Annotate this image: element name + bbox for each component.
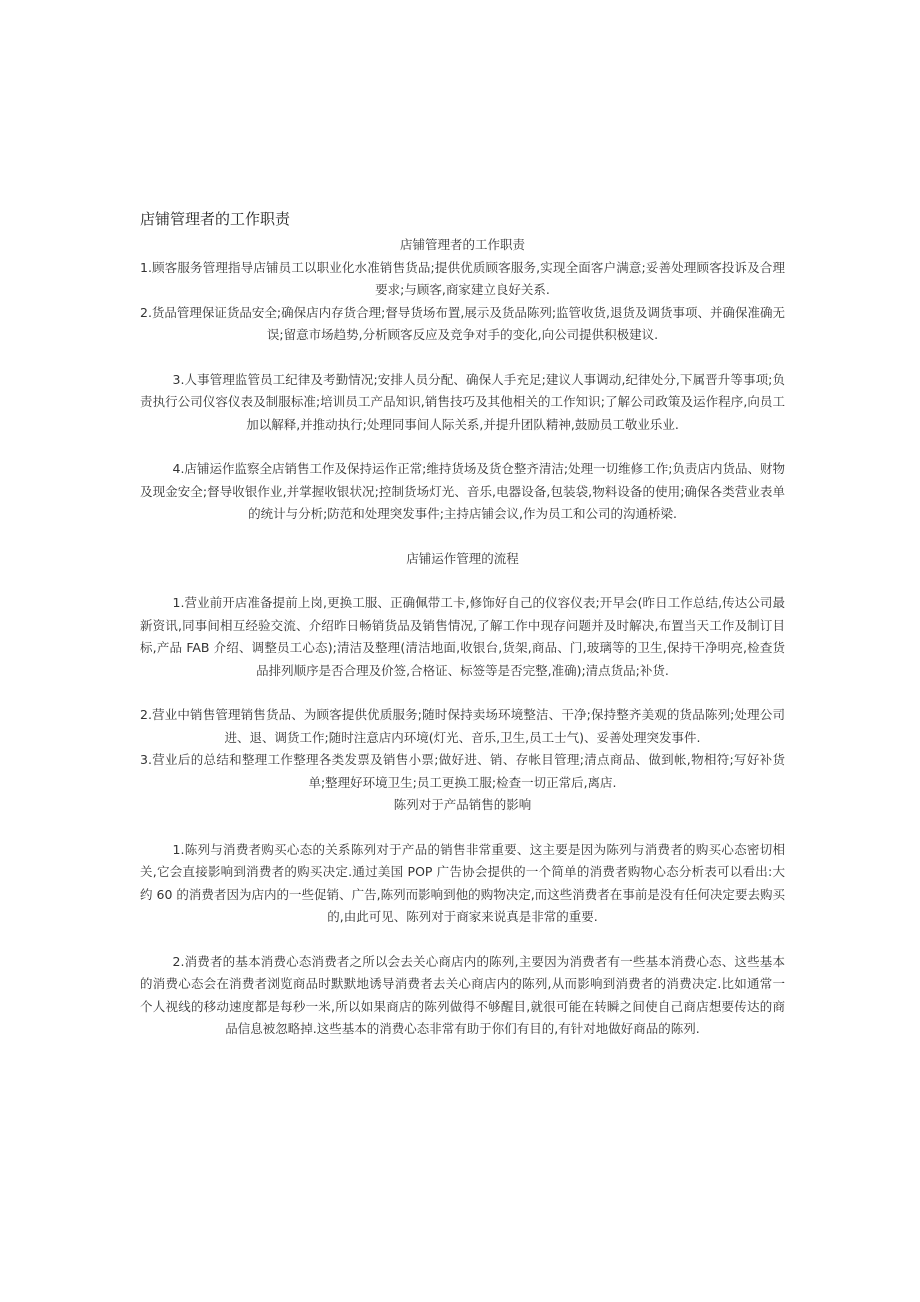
- section-heading-display-impact: 陈列对于产品销售的影响: [393, 797, 532, 812]
- document-title: 店铺管理者的工作职责: [140, 210, 291, 228]
- spacer: [140, 526, 785, 548]
- paragraph-basic-consumer-mindset: 2.消费者的基本消费心态消费者之所以会去关心商店内的陈列,主要因为消费者有一些基本消费心态、这些基本的消费心态会在消费者浏览商品时默默地诱导消费者去关心商店内的陈列,从而影响到消费者的消费决定.比如通常一个人视线的移动速度都是每秒一米,所以如果商店的陈列做得不够醒目,就很可能在转瞬之间使自己商店想要传达的商品信息被忽略掉.这些基本的消费心态非常有助于你们有目的,有针对地做好商品的陈列.: [140, 953, 785, 1036]
- paragraph-store-operation: 4.店铺运作监察全店销售工作及保持运作正常;维持货场及货仓整齐清洁;处理一切维修工作;负责店内货品、财物及现金安全;督导收银作业,并掌握收银状况;控制货场灯光、音乐,电器设备,包装袋,物料设备的使用;确保各类营业表单的统计与分析;防范和处理突发事件;主持店铺会议,作为员工和公司的沟通桥梁.: [140, 461, 785, 521]
- spacer: [140, 929, 785, 951]
- section-heading-operation-flow: 店铺运作管理的流程: [406, 550, 519, 566]
- paragraph-in-business: 2.营业中销售管理销售货品、为顾客提供优质服务;随时保持卖场环境整洁、干净;保持整齐美观的货品陈列;处理公司进、退、调货工作;随时注意店内环境(灯光、音乐,卫生,员工士气)、妥善处理突发事件.: [140, 707, 785, 745]
- spacer: [140, 682, 785, 704]
- paragraph-customer-service: 1.顾客服务管理指导店铺员工以职业化水准销售货品;提供优质顾客服务,实现全面客户满意;妥善处理顾客投诉及合理要求;与顾客,商家建立良好关系.: [140, 259, 785, 297]
- spacer: [140, 570, 785, 592]
- document-page: [140, 208, 785, 1041]
- section-heading-responsibilities: 店铺管理者的工作职责: [399, 237, 525, 252]
- paragraph-pre-opening: 1.营业前开店准备提前上岗,更换工服、正确佩带工卡,修饰好自己的仪容仪表;开早会(昨日工作总结,传达公司最新资讯,同事间相互经验交流、介绍昨日畅销货品及销售情况,了解工作中现存问题并及时解决,布置当天工作及制订目标,产品 FAB 介绍、调整员工心态);清洁及整理(清洁地面,收银台,货架,商品、门,玻璃等的卫生,保持干净明亮,检查货品排列顺序是否合理及价签,合格证、标签等是否完整,准确);清点货品;补货.: [140, 595, 785, 678]
- spacer: [140, 436, 785, 458]
- spacer: [140, 817, 785, 839]
- paragraph-after-business: 3.营业后的总结和整理工作整理各类发票及销售小票;做好进、销、存帐目管理;清点商品、做到帐,物相符;写好补货单;整理好环境卫生;员工更换工服;检查一切正常后,离店.: [140, 752, 785, 790]
- paragraph-personnel-management: 3.人事管理监管员工纪律及考勤情况;安排人员分配、确保人手充足;建议人事调动,纪律处分,下属晋升等事项;负责执行公司仪容仪表及制服标准;培训员工产品知识,销售技巧及其他相关的工作知识;了解公司政策及运作程序,向员工加以解释,并推动执行;处理同事间人际关系,并提升团队精神,鼓励员工敬业乐业.: [140, 371, 785, 432]
- paragraph-goods-management: 2.货品管理保证货品安全;确保店内存货合理;督导货场布置,展示及货品陈列;监管收货,退货及调货事项、并确保准确无误;留意市场趋势,分析顾客反应及竞争对手的变化,向公司提供积极建议.: [140, 304, 786, 342]
- spacer: [140, 347, 785, 369]
- paragraph-display-psychology: 1.陈列与消费者购买心态的关系陈列对于产品的销售非常重要、这主要是因为陈列与消费者的购买心态密切相关,它会直接影响到消费者的购买决定.通过美国 POP 广告协会提供的一个简单的消费者购物心态分析表可以看出:大约 60 的消费者因为店内的一些促销、广告,陈列而影响到他的购物决定,而这些消费者在事前是没有任何决定要去购买的,由此可见、陈列对于商家来说真是非常的重要.: [140, 841, 785, 924]
